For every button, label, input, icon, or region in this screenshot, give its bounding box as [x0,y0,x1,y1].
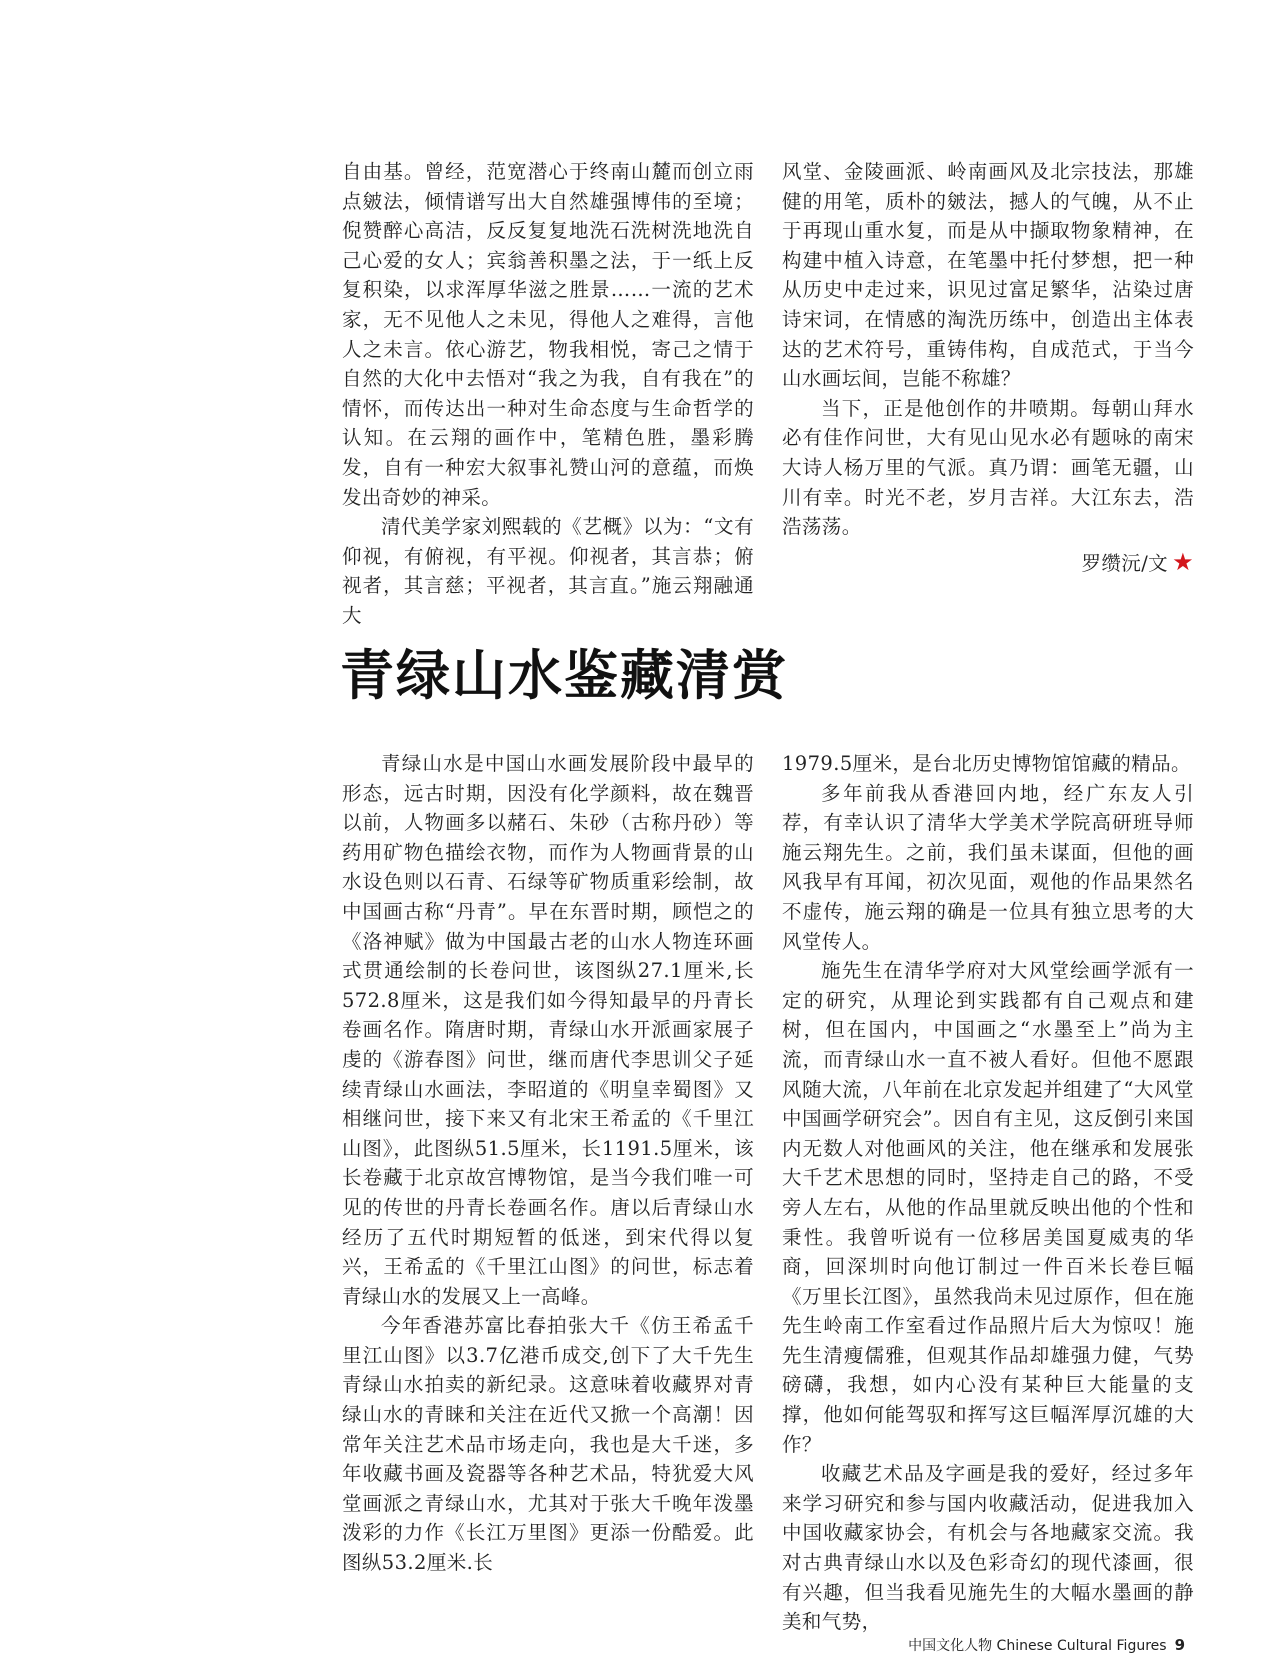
article1-column-1 [342,157,754,631]
paragraph: 风堂、金陵画派、岭南画风及北宗技法，那雄健的用笔，质朴的皴法，撼人的气魄，从不止于再现山重水复，而是从中撷取物象精神，在构建中植入诗意，在笔墨中托付梦想，把一种从历史中走过来，识见过富足繁华，沾染过唐诗宋词，在情感的淘洗历练中，创造出主体表达的艺术符号，重铸伟构，自成范式，于当今山水画坛间，岂能不称雄？ [782,160,1194,391]
paragraph: 自由基。曾经，范宽潜心于终南山麓而创立雨点皴法，倾情谱写出大自然雄强博伟的至境；倪赞醉心高洁，反反复复地洗石洗树洗地洗自己心爱的女人；宾翁善积墨之法，于一纸上反复积染，以求浑厚华滋之胜景……一流的艺术家，无不见他人之未见，得他人之难得，言他人之未言。依心游艺，物我相悦，寄己之情于自然的大化中去悟对“我之为我，自有我在”的情怀，而传达出一种对生命态度与生命哲学的认知。在云翔的画作中，笔精色胜，墨彩腾发，自有一种宏大叙事礼赞山河的意蕴，而焕发出奇妙的神采。 [342,160,754,509]
article2-column-2 [782,749,1194,1637]
paragraph: 青绿山水是中国山水画发展阶段中最早的形态，远古时期，因没有化学颜料，故在魏晋以前，人物画多以赭石、朱砂（古称丹砂）等药用矿物色描绘衣物，而作为人物画背景的山水设色则以石青、石绿等矿物质重彩绘制，故中国画古称“丹青”。早在东晋时期，顾恺之的《洛神赋》做为中国最古老的山水人物连环画式贯通绘制的长卷问世，该图纵27.1厘米,长572.8厘米，这是我们如今得知最早的丹青长卷画名作。隋唐时期，青绿山水开派画家展子虔的《游春图》问世，继而唐代李思训父子延续青绿山水画法，李昭道的《明皇幸蜀图》又相继问世，接下来又有北宋王希孟的《千里江山图》，此图纵51.5厘米，长1191.5厘米，该长卷藏于北京故宫博物馆，是当今我们唯一可见的传世的丹青长卷画名作。唐以后青绿山水经历了五代时期短暂的低迷，到宋代得以复兴，王希孟的《千里江山图》的问世，标志着青绿山水的发展又上一高峰。 [342,752,754,1308]
magazine-name: 中国文化人物 Chinese Cultural Figures [908,1638,1167,1654]
paragraph: 多年前我从香港回内地，经广东友人引荐，有幸认识了清华大学美术学院高研班导师施云翔先生。之前，我们虽未谋面，但他的画风我早有耳闻，初次见面，观他的作品果然名不虚传，施云翔的确是一位具有独立思考的大风堂传人。 [782,781,1194,953]
star-icon: ★ [1172,547,1194,576]
paragraph: 收藏艺术品及字画是我的爱好，经过多年来学习研究和参与国内收藏活动，促进我加入中国收藏家协会，有机会与各地藏家交流。我对古典青绿山水以及色彩奇幻的现代漆画，很有兴趣，但当我看见施先生的大幅水墨画的静美和气势， [782,1462,1194,1634]
article2-column-1 [342,749,754,1578]
byline [782,548,1194,579]
paragraph: 施先生在清华学府对大风堂绘画学派有一定的研究，从理论到实践都有自己观点和建树，但在国内，中国画之“水墨至上”尚为主流，而青绿山水一直不被人看好。但他不愿跟风随大流，八年前在北京发起并组建了“大风堂中国画学研究会”。因自有主见，这反倒引来国内无数人对他画风的关注，他在继承和发展张大千艺术思想的同时，坚持走自己的路，不受旁人左右，从他的作品里就反映出他的个性和秉性。我曾听说有一位移居美国夏威夷的华商，回深圳时向他订制过一件百米长卷巨幅《万里长江图》，虽然我尚未见过原作，但在施先生岭南工作室看过作品照片后大为惊叹！施先生清瘦儒雅，但观其作品却雄强力健，气势磅礴，我想，如内心没有某种巨大能量的支撑，他如何能驾驭和挥写这巨幅浑厚沉雄的大作？ [782,959,1194,1456]
paragraph: 当下，正是他创作的井喷期。每朝山拜水必有佳作问世，大有见山见水必有题咏的南宋大诗人杨万里的气派。真乃谓：画笔无疆，山川有幸。时光不老，岁月吉祥。大江东去，浩浩荡荡。 [782,396,1194,539]
paragraph: 1979.5厘米，是台北历史博物馆馆藏的精品。 [782,752,1191,775]
article-title: 青绿山水鉴藏清赏 [340,643,788,707]
article1-column-2 [782,157,1194,578]
paragraph: 今年香港苏富比春拍张大千《仿王希孟千里江山图》以3.7亿港币成交,创下了大千先生青绿山水拍卖的新纪录。这意味着收藏界对青绿山水的青睐和关注在近代又掀一个高潮！因常年关注艺术品市场走向，我也是大千迷，多年收藏书画及瓷器等各种艺术品，特犹爱大风堂画派之青绿山水，尤其对于张大千晚年泼墨泼彩的力作《长江万里图》更添一份酷爱。此图纵53.2厘米.长 [342,1314,754,1575]
page-number: 9 [1174,1636,1185,1654]
author-name: 罗缵沅/文 [1081,551,1169,575]
paragraph: 清代美学家刘熙载的《艺概》以为：“文有仰视，有俯视，有平视。仰视者，其言恭；俯视者，其言慈；平视者，其言直。”施云翔融通大 [342,515,754,627]
page-footer [908,1635,1185,1655]
